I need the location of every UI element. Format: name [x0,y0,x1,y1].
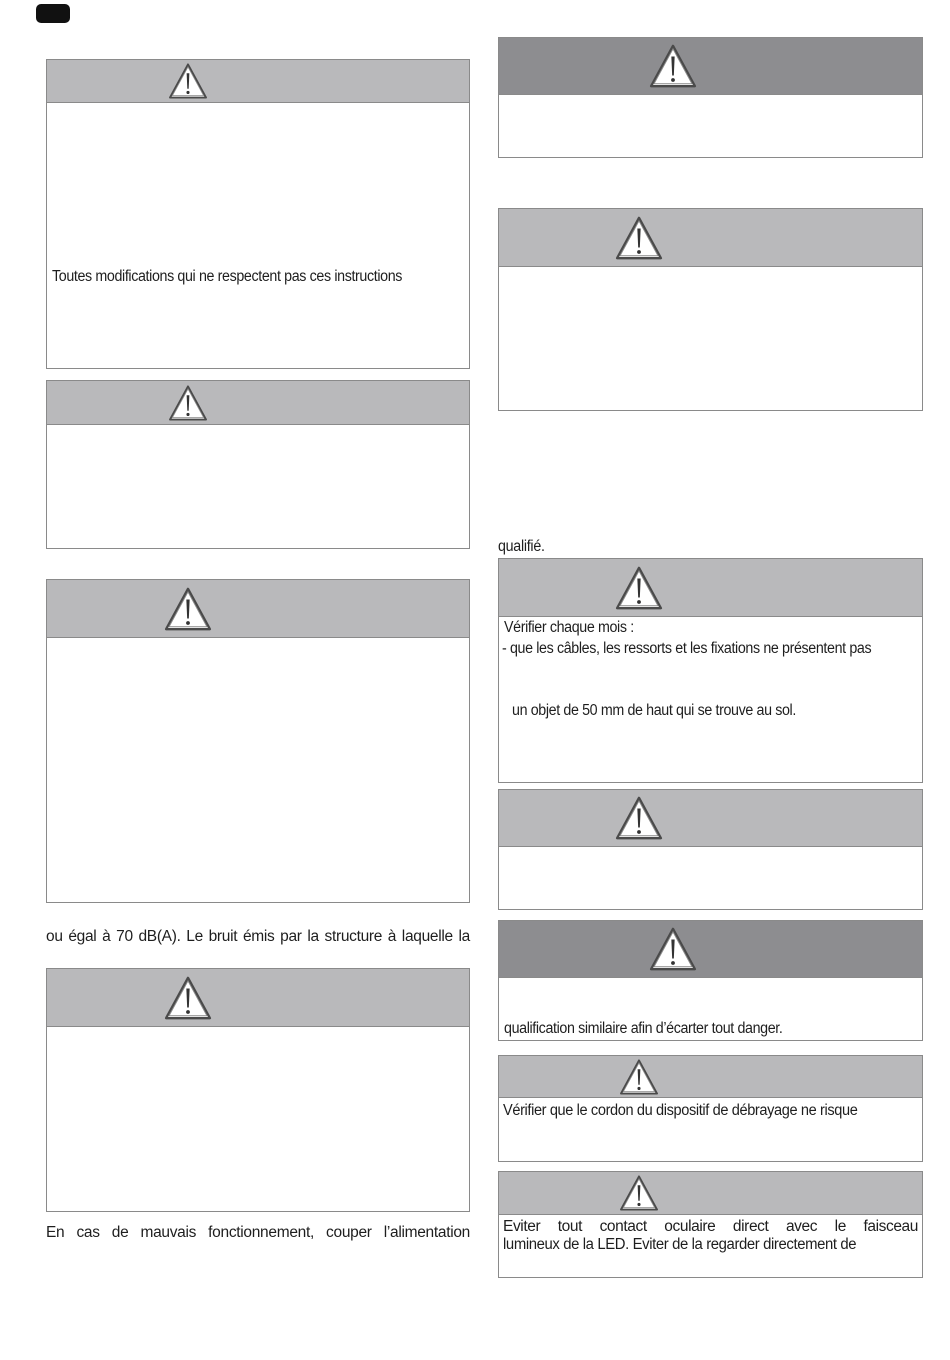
body-text-malfunction: En cas de mauvais fonctionnement, couper l’alimentation [46,1224,470,1241]
warning-header [47,969,469,1027]
warning-triangle-icon [168,384,208,421]
warning-triangle-icon [164,975,212,1020]
warning-triangle-icon [649,927,697,972]
warning-box-right-7 [498,1171,923,1278]
warning-box-left-4 [46,968,470,1212]
warning-header [499,559,922,617]
warning-triangle-icon [615,796,663,841]
warning-box-right-3 [498,558,923,783]
warning-header [499,1056,922,1098]
warning-header [499,38,922,95]
warning-triangle-icon [619,1175,659,1212]
warning-text: Toutes modifications qui ne respectent pas ces instructions [52,268,403,285]
warning-header [47,60,469,103]
warning-text-line: Eviter tout contact oculaire direct avec le faisceau [503,1218,918,1235]
warning-text-line: - que les câbles, les ressorts et les fixations ne présentent pas [502,640,872,657]
warning-box-left-3 [46,579,470,903]
language-tab [36,4,70,23]
body-text-qualified: qualifié. [498,538,545,555]
warning-box-right-2 [498,208,923,411]
warning-box-right-5 [498,920,923,1041]
warning-triangle-icon [649,44,697,89]
warning-header [499,209,922,267]
warning-triangle-icon [615,565,663,610]
warning-text-line: lumineux de la LED. Eviter de la regarder directement de [503,1236,857,1253]
warning-box-right-6 [498,1055,923,1162]
warning-triangle-icon [615,215,663,260]
body-text-noise: ou égal à 70 dB(A). Le bruit émis par la structure à laquelle la [46,928,470,945]
warning-header [499,790,922,847]
warning-triangle-icon [164,586,212,631]
warning-box-right-4 [498,789,923,910]
warning-text: qualification similaire afin d’écarter tout danger. [504,1020,783,1037]
warning-box-left-2 [46,380,470,549]
warning-header [47,381,469,425]
warning-box-right-1 [498,37,923,158]
warning-header [47,580,469,638]
warning-text-line: un objet de 50 mm de haut qui se trouve au sol. [512,702,796,719]
warning-triangle-icon [619,1058,659,1095]
warning-text-line: Vérifier chaque mois : [504,619,634,636]
warning-text: Vérifier que le cordon du dispositif de débrayage ne risque [503,1102,858,1119]
warning-header [499,1172,922,1215]
warning-box-left-1 [46,59,470,369]
warning-triangle-icon [168,63,208,100]
warning-header [499,921,922,978]
